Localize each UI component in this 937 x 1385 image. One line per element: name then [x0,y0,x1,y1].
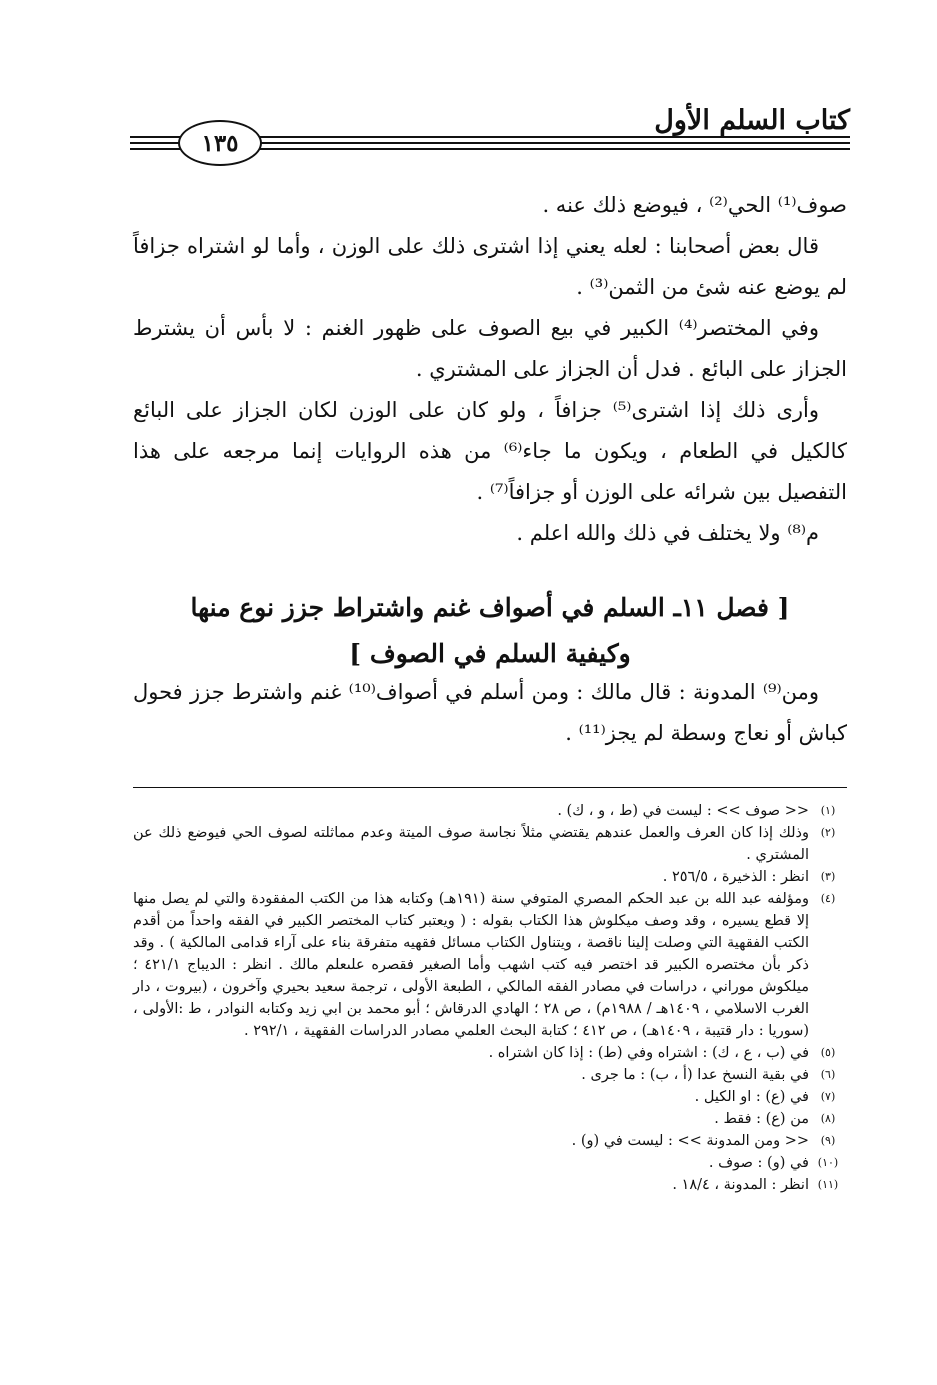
main-text [133,185,847,554]
footnote [133,822,847,866]
header-rule [255,136,850,138]
paragraph: وأرى ذلك إذا اشترى⁽⁵⁾ جزافاً ، ولو كان على الوزن لكان الجزاز على البائع كالكيل في الطعام ، ويكون ما جاء⁽⁶⁾ من هذه الروايات إنما مرجعه على هذا التفصيل بين شرائه على الوزن أو جزافاً⁽⁷⁾ . [133,398,847,504]
section-title-line: [ فصل ١١ـ السلم في أصواف غنم واشتراط جزز نوع منها [190,593,790,622]
footnote-number: (١) [820,804,836,817]
footnote-text: وذلك إذا كان العرف والعمل عندهم يقتضي مثلاً نجاسة صوف الميتة وعدم مماثلته لصوف الحي فيوضع ذلك عن المشتري . [133,825,809,863]
footnote-text: في (ب ، ع ، ك) : اشتراه وفي (ط) : إذا كان اشتراه . [488,1045,809,1061]
footnote-text: << ومن المدونة >> : ليست في (و) . [571,1133,809,1149]
header-rule [255,142,850,144]
footnote-number: (٩) [820,1134,836,1147]
paragraph: وفي المختصر⁽⁴⁾ الكبير في بيع الصوف على ظهور الغنم : لا بأس أن يشترط الجزاز على البائع . فدل أن الجزاز على المشتري . [133,316,847,381]
footnote [133,1042,847,1064]
footnote-text: في (و) : صوف . [708,1155,809,1171]
footnote-number: (١١) [817,1178,839,1191]
footnote-text: ومؤلفه عبد الله بن عبد الحكم المصري المتوفي سنة (١٩١هـ) وكتابه هذا من الكتب المفقودة والتي لم يصل منها إلا قطع يسيره ، وقد وصف ميكلوش هذا الكتاب بقوله : ( ويعتبر كتاب المختصر الكبير في الفقه واحداً من أقدم الكتب الفقهية التي وصلت إلينا ناقصة ، ويتناول الكتاب مسائل فقهيه متفرقة بناء على آراء قدامى المالكية ) . وقد ذكر بأن مختصره الكبير قد اختصر فيه كتب اشهب وأما الصغير فقصره علىعلم مالك . انظر : الديباج ٤٢١/١ ؛ ميلكوش موراني ، دراسات في مصادر الفقه المالكي ، الطبعة الأولى ، ترجمة سعيد بحيري وآخرون ، (بيروت ، دار الغرب الاسلامي ، ١٤٠٩هـ / ١٩٨٨م) ، ص ٢٨ ؛ الهادي الدرقاش ؛ أبو محمد بن ابي زيد وكتابه النوادر ، ط :الأولى ، (سوريا : دار قتيبة ، ١٤٠٩هـ) ، ص ٤١٢ ؛ كتابة البحث العلمي مصادر الدراسات الفقهية ، ٢٩٢/١ . [133,891,810,1039]
footnote-text: << صوف >> : ليست في (ط ، و ، ك) . [557,803,809,819]
footnote-number: (٤) [820,892,836,905]
footnote [133,1174,847,1196]
footnote-text: في بقية النسخ عدا (أ ، ب) : ما جرى . [581,1067,809,1083]
header-rule [130,148,180,150]
header-rule [255,148,850,150]
header-rule [130,142,180,144]
running-head: كتاب السلم الأول [654,105,850,136]
footnotes [133,800,847,1196]
header-rule [130,136,180,138]
footnote [133,1108,847,1130]
footnote-number: (١٠) [817,1156,839,1169]
paragraph: ومن⁽⁹⁾ المدونة : قال مالك : ومن أسلم في أصواف⁽¹⁰⁾ غنم واشترط جزز فحول كباش أو نعاج وسطة لم يجز⁽¹¹⁾ . [133,680,847,745]
footnote-text: انظر : الذخيرة ، ٢٥٦/٥ . [662,869,809,885]
footnote [133,800,847,822]
footnote [133,1152,847,1174]
paragraph: قال بعض أصحابنا : لعله يعني إذا اشترى ذلك على الوزن ، وأما لو اشتراه جزافاً لم يوضع عنه شئ من الثمن⁽³⁾ . [133,234,847,299]
footnote [133,1130,847,1152]
footnote-number: (٦) [820,1068,836,1081]
paragraph: م⁽⁸⁾ ولا يختلف في ذلك والله اعلم . [516,521,819,545]
page-number [178,120,262,166]
footnote-number: (٣) [820,870,836,883]
footnote-number: (٨) [820,1112,836,1125]
footnote [133,1086,847,1108]
section-title [133,585,847,677]
footnote [133,866,847,888]
footnote-number: (٢) [820,826,836,839]
page-number-text: ١٣٥ [201,129,239,157]
footnote-text: في (ع) : او الكيل . [694,1089,809,1105]
footnote-text: من (ع) : فقط . [714,1111,809,1127]
footnote [133,1064,847,1086]
footnote-number: (٥) [820,1046,836,1059]
section-text [133,672,847,754]
footnote-text: انظر : المدونة ، ١٨/٤ . [672,1177,809,1193]
page-header [130,95,850,175]
paragraph: صوف⁽¹⁾ الحي⁽²⁾ ، فيوضع ذلك عنه . [542,193,847,217]
section-title-line: وكيفية السلم في الصوف ] [349,639,631,668]
footnote [133,888,847,1042]
footnote-separator [133,787,847,788]
footnote-number: (٧) [820,1090,836,1103]
